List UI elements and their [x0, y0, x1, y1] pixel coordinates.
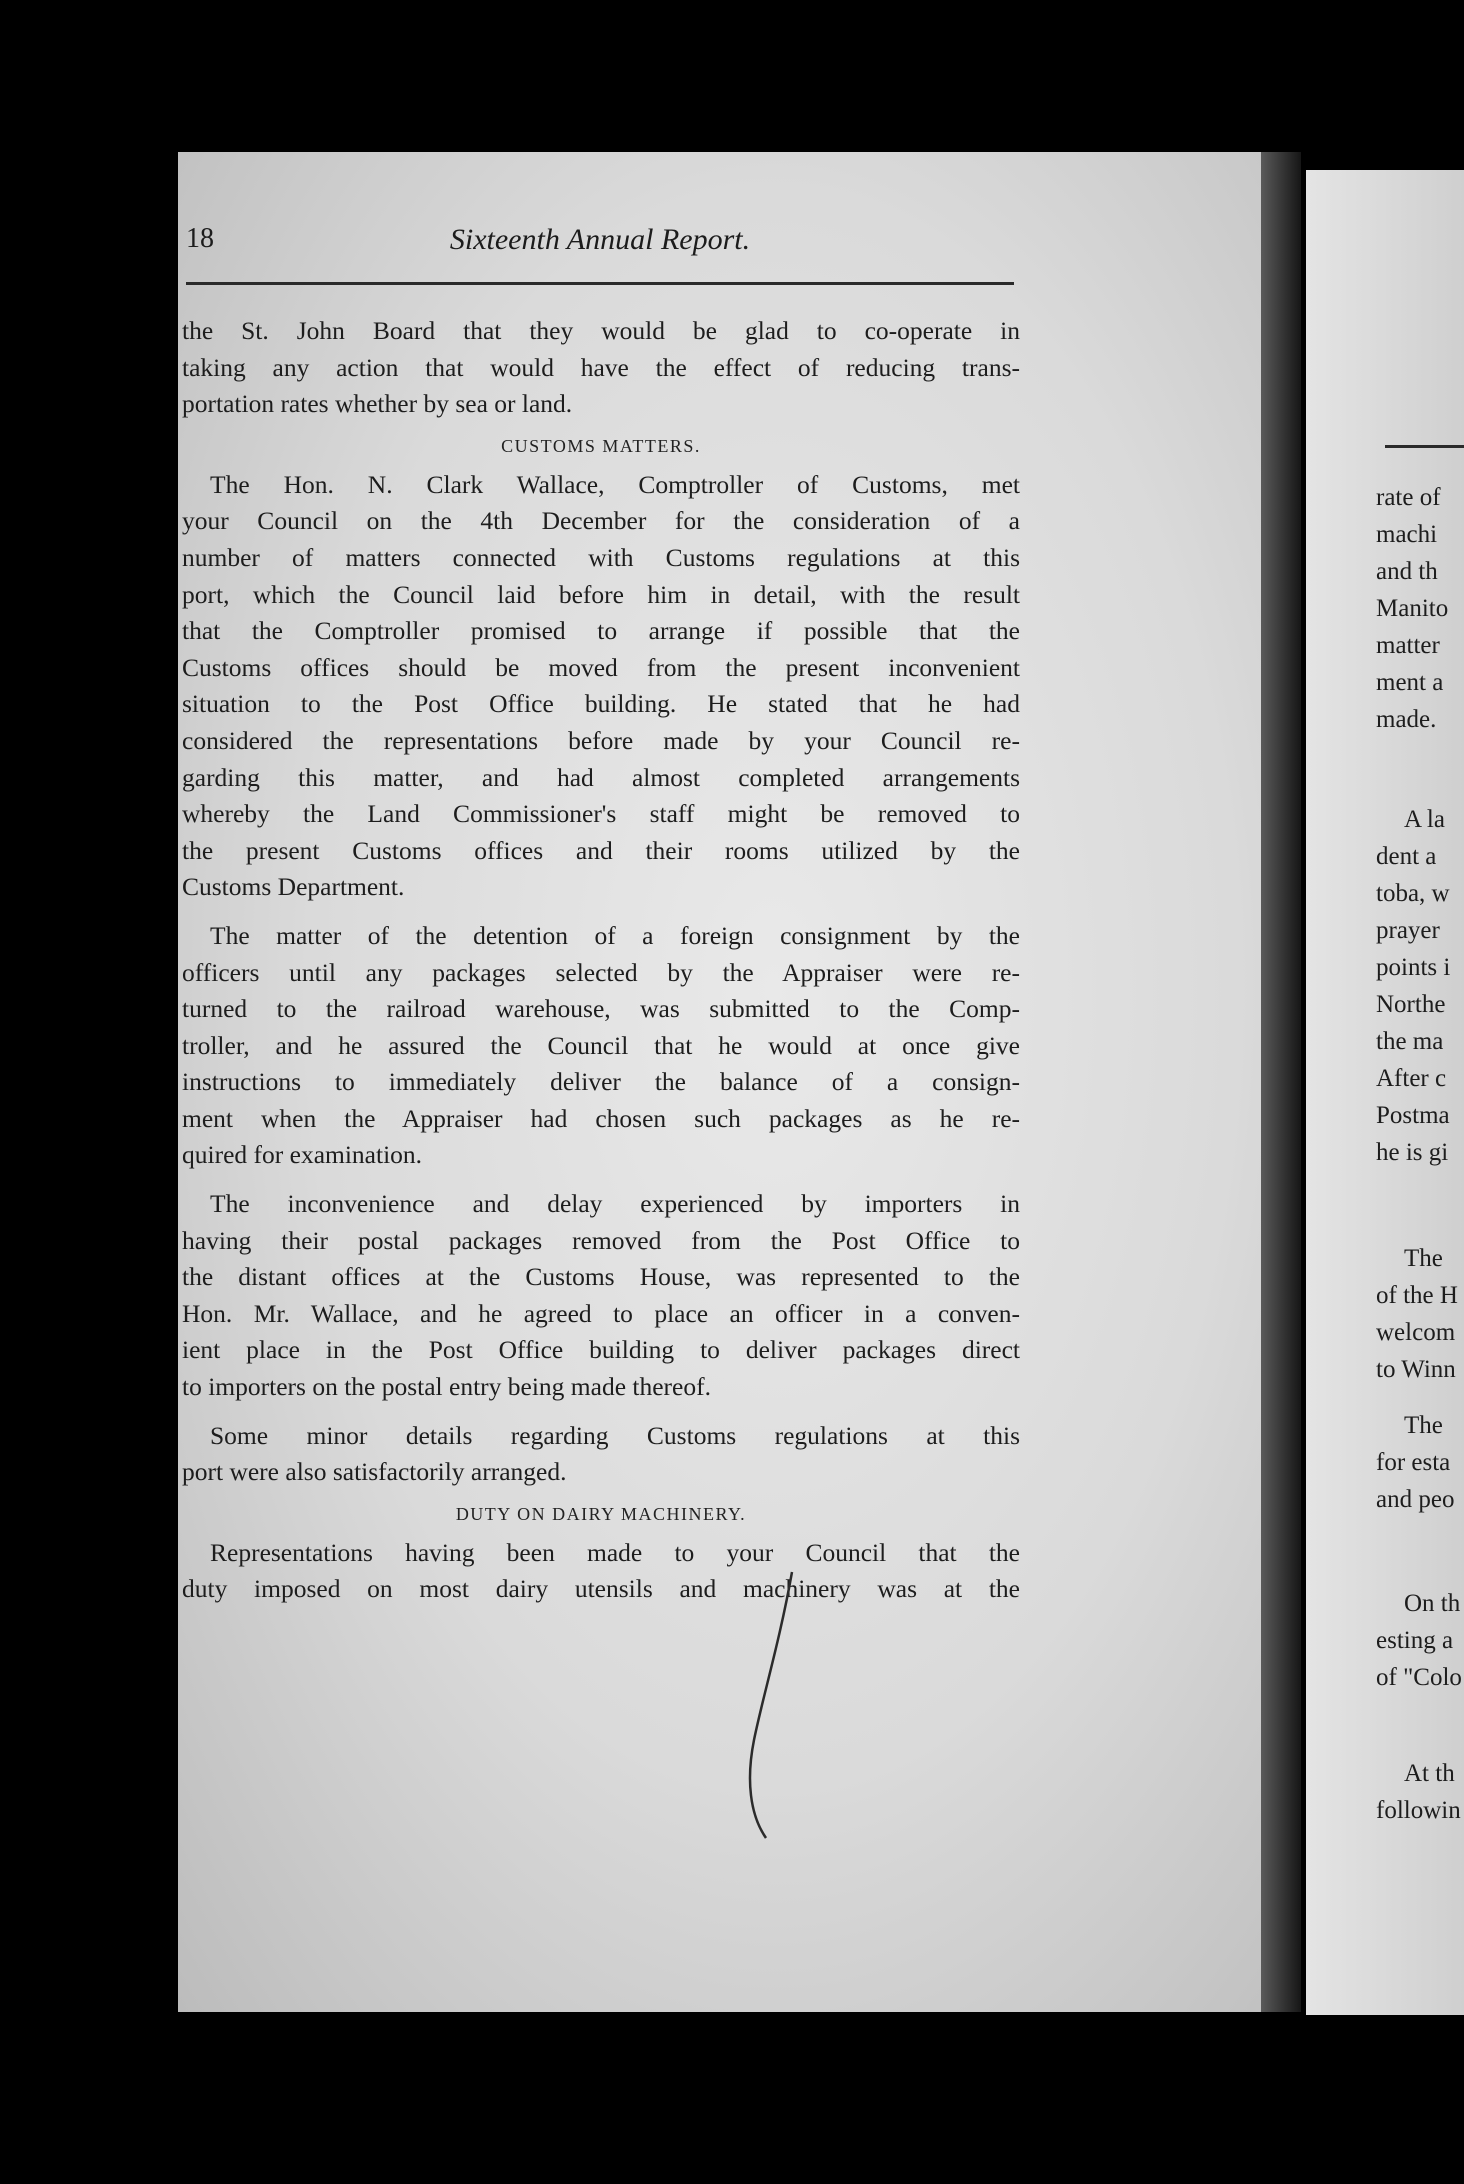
text-line: turned to the railroad warehouse, was submitted to the Comp- [182, 994, 1020, 1024]
page-gutter [1261, 152, 1301, 2012]
text-line: duty imposed on most dairy utensils and machinery was at the [182, 1574, 1020, 1604]
right-fragment: welcom [1376, 1319, 1456, 1346]
text-line: port were also satisfactorily arranged. [182, 1457, 567, 1487]
right-fragment: Northe [1376, 991, 1446, 1018]
text-line: ient place in the Post Office building to deliver packages direct [182, 1335, 1020, 1365]
text-line: The matter of the detention of a foreign consignment by the [210, 920, 1020, 950]
text-line: to importers on the postal entry being made thereof. [182, 1372, 711, 1402]
text-line: garding this matter, and had almost completed arrangements [182, 762, 1020, 792]
right-fragment: and th [1376, 558, 1438, 585]
paragraph-minor-details [182, 1418, 1020, 1491]
right-fragment: After c [1376, 1065, 1447, 1092]
text-line: troller, and he assured the Council that he would at once give [182, 1030, 1020, 1060]
text-line: Representations having been made to your Council that the [210, 1537, 1020, 1567]
text-line: number of matters connected with Customs regulations at this [182, 542, 1020, 572]
text-line: Some minor details regarding Customs regulations at this [210, 1420, 1020, 1450]
text-line: portation rates whether by sea or land. [182, 389, 573, 419]
paragraph-st-john [182, 313, 1020, 423]
text-line: the St. John Board that they would be glad to co-operate in [182, 316, 1020, 345]
right-fragment: At th [1404, 1760, 1455, 1787]
right-fragment: for esta [1376, 1449, 1451, 1476]
text-line: whereby the Land Commissioner's staff might be removed to [182, 799, 1020, 829]
right-fragment: prayer [1376, 917, 1440, 944]
paragraph-gap [182, 906, 1020, 918]
paragraph-gap [182, 1174, 1020, 1186]
right-fragment: and peo [1376, 1486, 1455, 1513]
paragraph-comptroller [182, 467, 1020, 906]
right-fragment: ment a [1376, 669, 1444, 696]
page-header [186, 223, 1014, 273]
text-line: your Council on the 4th December for the consideration of a [182, 506, 1020, 536]
right-fragment: machi [1376, 521, 1438, 548]
paragraph-consignment [182, 918, 1020, 1174]
right-fragment: he is gi [1376, 1139, 1449, 1166]
right-fragment: Manito [1376, 595, 1449, 622]
text-line: that the Comptroller promised to arrange if possible that the [182, 616, 1020, 646]
text-line: quired for examination. [182, 1140, 423, 1170]
right-fragment: of the H [1376, 1282, 1458, 1309]
right-fragment: The [1404, 1412, 1443, 1439]
text-line: Customs offices should be moved from the present inconvenient [182, 652, 1020, 682]
text-line: Customs Department. [182, 872, 405, 902]
text-line: taking any action that would have the effect of reducing trans- [182, 352, 1020, 382]
paragraph-postal-packages [182, 1186, 1020, 1406]
text-line: port, which the Council laid before him in detail, with the result [182, 579, 1020, 609]
body-text [182, 313, 1020, 1608]
right-fragment: esting a [1376, 1627, 1454, 1654]
right-fragment: On th [1404, 1590, 1461, 1617]
right-fragment: followin [1376, 1797, 1461, 1824]
right-fragment: points i [1376, 954, 1451, 981]
right-fragment: rate of [1376, 484, 1441, 511]
right-fragment: to Winn [1376, 1356, 1456, 1383]
right-fragment: made. [1376, 706, 1437, 733]
text-line: having their postal packages removed from the Post Office to [182, 1225, 1020, 1255]
text-line: The inconvenience and delay experienced by importers in [210, 1189, 1020, 1219]
text-line: situation to the Post Office building. He stated that he had [182, 689, 1020, 719]
right-fragment: A la [1404, 806, 1445, 833]
right-fragment: dent a [1376, 843, 1437, 870]
text-line: The Hon. N. Clark Wallace, Comptroller of Customs, met [210, 469, 1020, 499]
right-fragment: Postma [1376, 1102, 1450, 1129]
right-fragment: The [1404, 1245, 1443, 1272]
header-rule [186, 282, 1014, 285]
pen-stroke-mark [740, 1570, 800, 1840]
right-page-header-rule [1385, 445, 1464, 448]
heading-duty-dairy-machinery: DUTY ON DAIRY MACHINERY. [455, 1503, 747, 1524]
page-number: 18 [186, 223, 214, 254]
text-line: the present Customs offices and their rooms utilized by the [182, 835, 1020, 865]
text-line: Hon. Mr. Wallace, and he agreed to place an officer in a conven- [182, 1298, 1020, 1328]
text-line: considered the representations before made by your Council re- [182, 725, 1020, 755]
paragraph-dairy [182, 1535, 1020, 1608]
text-line: the distant offices at the Customs House, was represented to the [182, 1262, 1020, 1292]
heading-customs-matters: CUSTOMS MATTERS. [501, 435, 701, 456]
right-fragment: toba, w [1376, 880, 1450, 907]
running-title: Sixteenth Annual Report. [449, 223, 751, 256]
text-line: ment when the Appraiser had chosen such packages as he re- [182, 1103, 1020, 1133]
right-fragment: matter [1376, 632, 1440, 659]
text-line: officers until any packages selected by the Appraiser were re- [182, 957, 1020, 987]
text-line: instructions to immediately deliver the balance of a consign- [182, 1067, 1020, 1097]
right-fragment: the ma [1376, 1028, 1444, 1055]
paragraph-gap [182, 1406, 1020, 1418]
right-fragment: of "Colo [1376, 1664, 1462, 1691]
